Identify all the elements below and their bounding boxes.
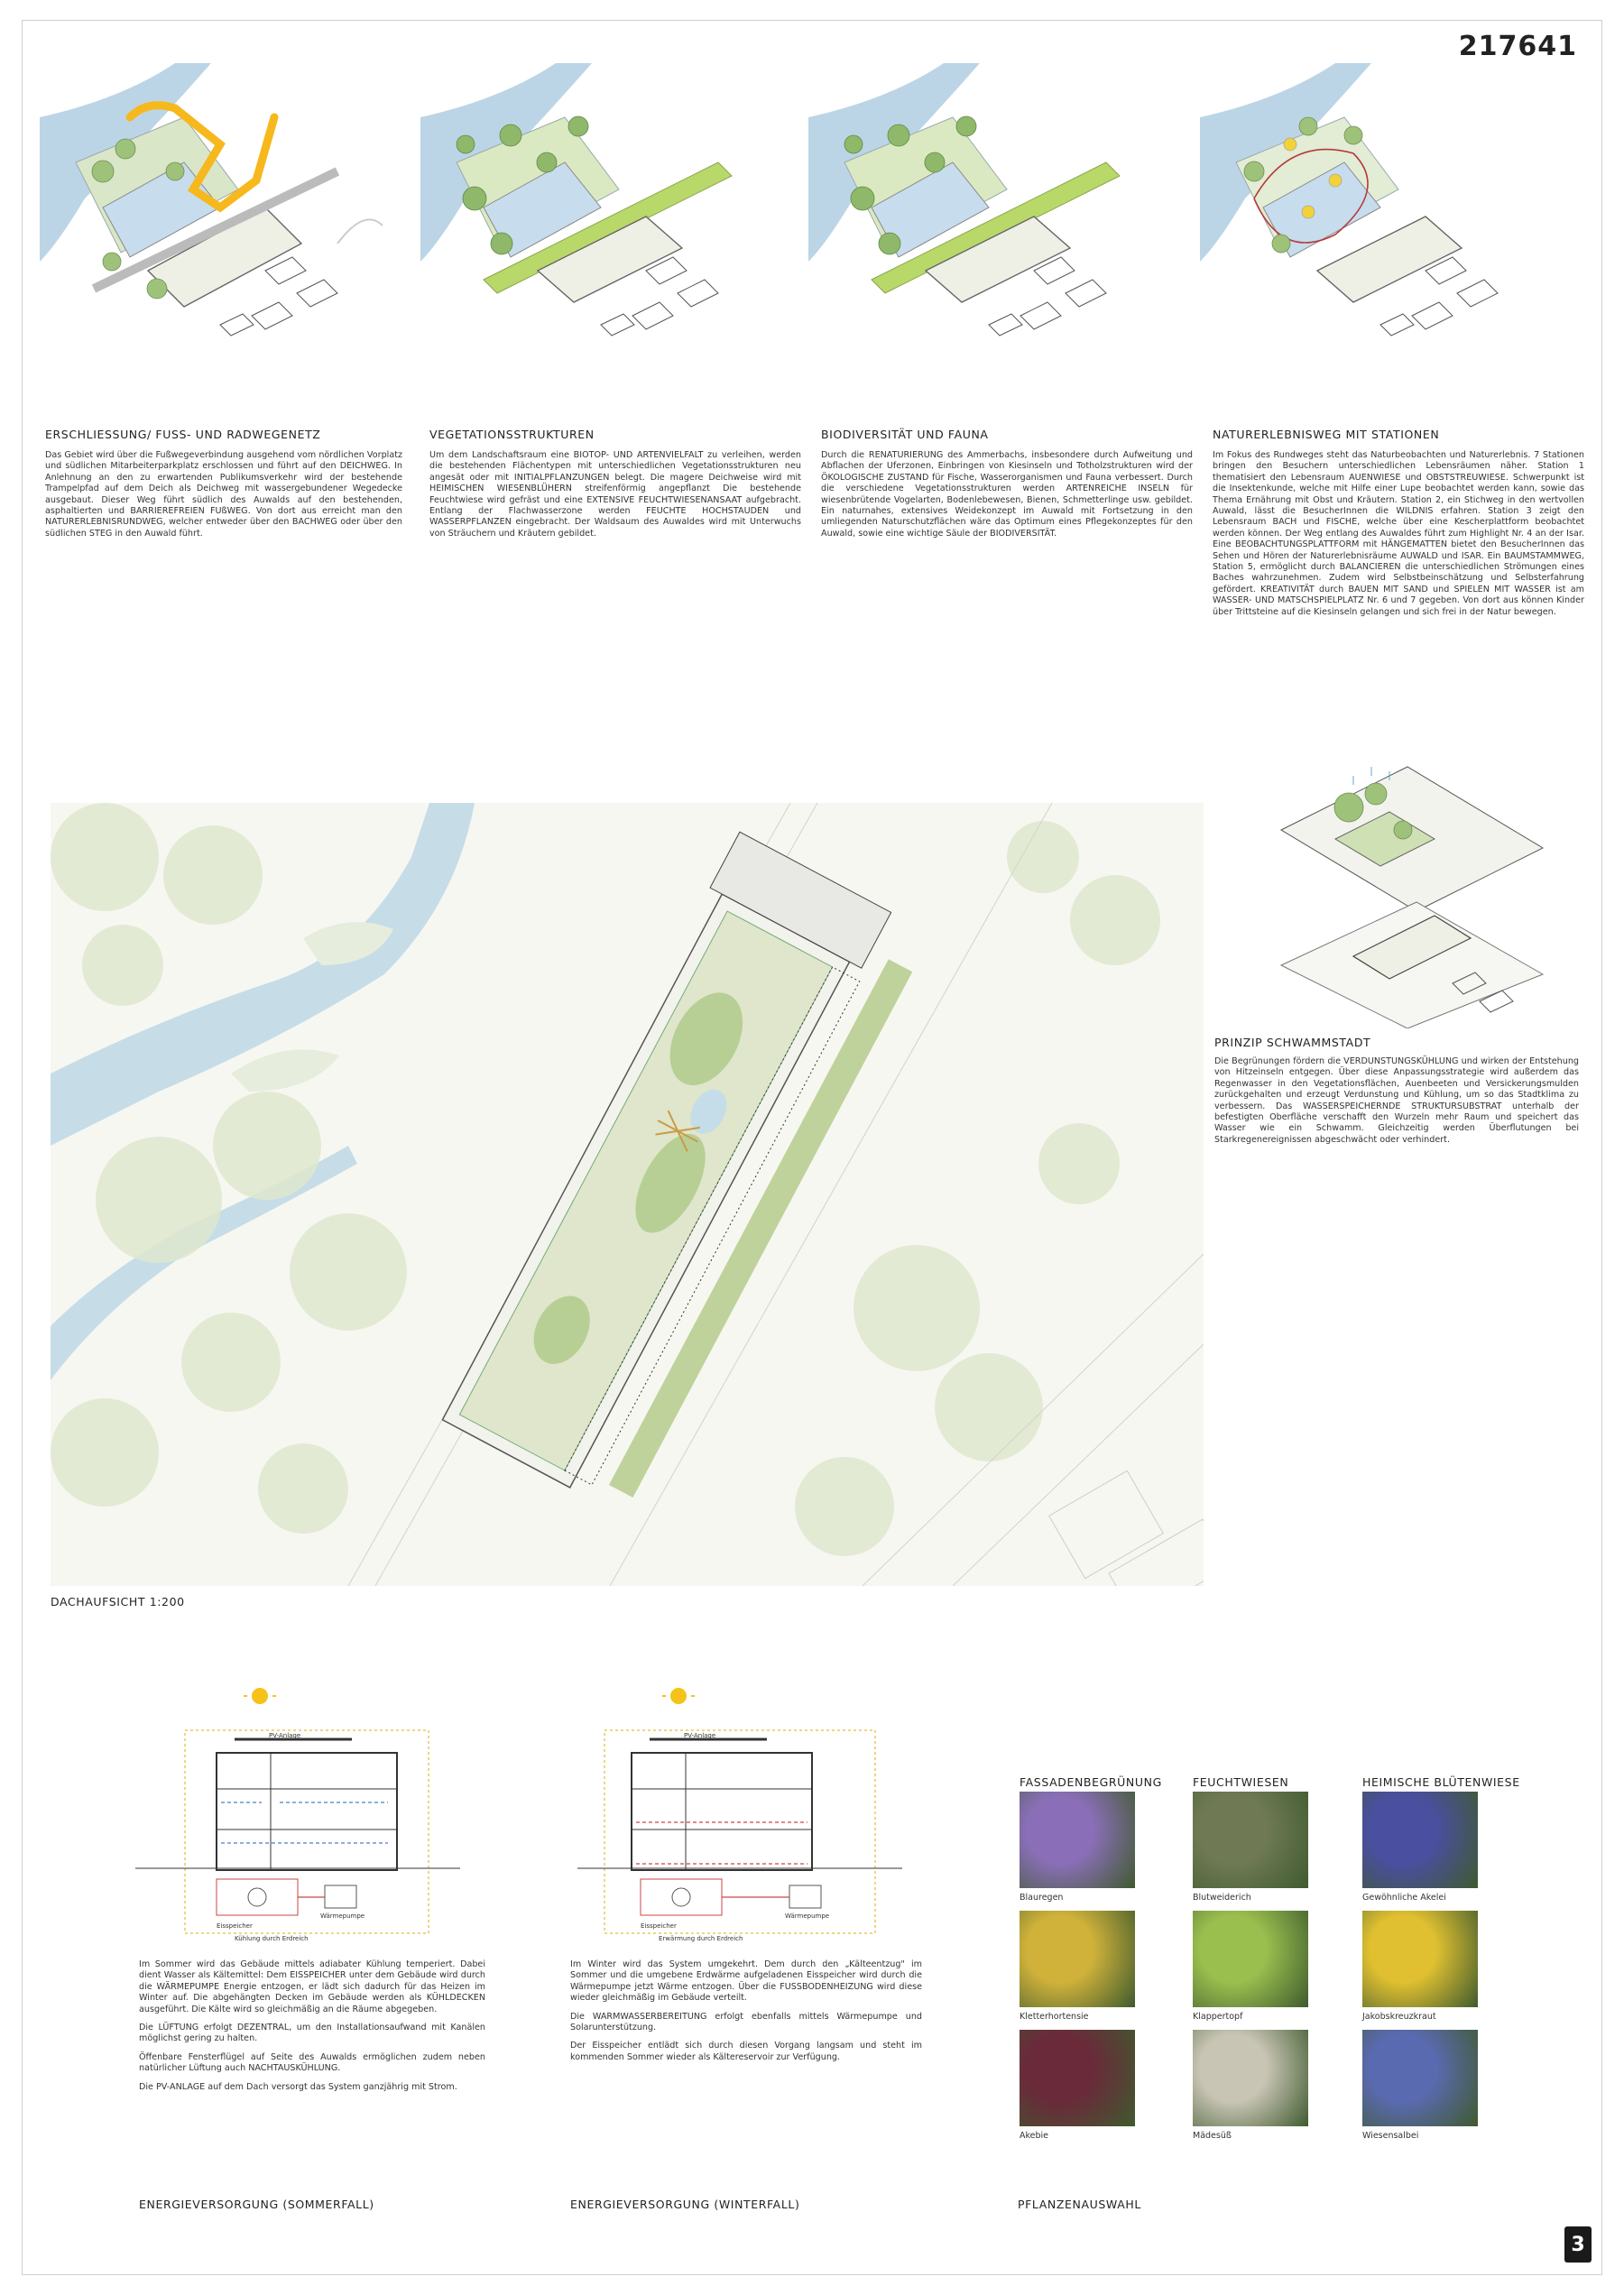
plant-photo — [1020, 2030, 1135, 2126]
section-text: Das Gebiet wird über die Fußwegeverbindung ausgehend vom nördlichen Vorplatz und südlichen Mitarbeiterparkplatz erschlossen und führt auf den DEICHWEG. In Anlehnung an den zu erwartenden Publikumsverkehr wird der bestehende Trampelpfad auf dem Deich als Deichweg mit wassergebundener Wegedecke ausgebaut. Dieser Weg führt südlich des Auwalds auf den bestehenden, asphaltierten und BARRIEREFREIEN FUßWEG. Von dort aus erreicht man den NATURERLEBNISRUNDWEG, welcher entweder über den BACHWEG oder über den südlichen STEG in den Auwald führt. — [45, 450, 402, 539]
plant-caption: Klappertopf — [1193, 2012, 1243, 2022]
plant-caption: Jakobskreuzkraut — [1362, 2012, 1436, 2022]
energy-winter-diagram — [577, 1685, 929, 2136]
energy-winter-title: ENERGIEVERSORGUNG (WINTERFALL) — [570, 2198, 800, 2211]
plants-title: PFLANZENAUSWAHL — [1018, 2198, 1141, 2211]
plant-caption: Akebie — [1020, 2131, 1049, 2141]
poster-id: 217641 — [1458, 31, 1577, 62]
sketch-erschliessung — [40, 63, 401, 424]
energy-paragraph: Im Winter wird das System umgekehrt. Dem durch den „Kälteentzug" im Sommer und die umgebene Erdwärme aufgeladenen Eisspeicher wird durch die Wärmepumpe jetzt Wärme entzogen. Über die FUSSBODENHEIZUNG wird diese wieder gleichmäßig im Gebäude verteilt. — [570, 1959, 922, 2004]
page-number: 3 — [1564, 2226, 1592, 2263]
plant-column-header: HEIMISCHE BLÜTENWIESE — [1362, 1775, 1520, 1789]
winter-section-drawing — [577, 1685, 929, 1947]
plan-title: DACHAUFSICHT 1:200 — [51, 1595, 185, 1608]
ground-label: Kühlung durch Erdreich — [235, 1935, 309, 1942]
energy-paragraph: Der Eisspeicher entlädt sich durch diesen Vorgang langsam und steht im kommenden Sommer wieder als Kältereservoir zur Verfügung. — [570, 2041, 922, 2062]
plant-photo — [1362, 1792, 1478, 1888]
section-title: ERSCHLIESSUNG/ FUSS- UND RADWEGENETZ — [45, 428, 321, 441]
storage-label: Eisspeicher — [641, 1922, 677, 1930]
section-text: Um dem Landschaftsraum eine BIOTOP- UND ARTENVIELFALT zu verleihen, werden die bestehenden Flächentypen mit unterschiedlichen Vegetationsstrukturen neu angesät oder mit INITIALPFLANZUNGEN belegt. Die magere Deichweise wird mit HEIMISCHEN WIESENBLÜHERN streifenförmig angepflanzt Die bestehende Feuchtwiese wird gefräst und eine EXTENSIVE FEUCHTWIESENANSAAT aufgebracht. Entlang der Flachwasserzone werden FEUCHTE HOCHSTAUDEN und WASSERPFLANZEN eingebracht. Der Waldsaum des Auwaldes wird mit Unterwuchs von Sträuchern und Kräutern gebildet. — [429, 450, 801, 539]
plant-caption: Blutweiderich — [1193, 1893, 1251, 1903]
section-title: VEGETATIONSSTRUKTUREN — [429, 428, 595, 441]
plant-photo — [1362, 1911, 1478, 2007]
summer-section-drawing — [135, 1685, 487, 1947]
section-title: NATURERLEBNISWEG MIT STATIONEN — [1213, 428, 1440, 441]
energy-summer-text — [139, 1959, 485, 2093]
section-title: PRINZIP SCHWAMMSTADT — [1214, 1036, 1371, 1049]
energy-winter-text — [570, 1959, 922, 2063]
plant-photo — [1193, 2030, 1308, 2126]
section-biodiversitaet — [821, 428, 1193, 539]
energy-paragraph: Im Sommer wird das Gebäude mittels adiabater Kühlung temperiert. Dabei dient Wasser als Kältemittel: Dem EISSPEICHER unter dem Gebäude wird durch die WÄRMEPUMPE Energie entzogen, er lädt sich dadurch für das Heizen im Winter auf. Die abgehängten Decken im Gebäude werden als KÜHLDECKEN ausgeführt. Die Kälte wird so gleichmäßig an die Räume abgegeben. — [139, 1959, 485, 2014]
energy-paragraph: Die PV-ANLAGE auf dem Dach versorgt das System ganzjährig mit Strom. — [139, 2081, 457, 2092]
plant-photo — [1362, 2030, 1478, 2126]
section-title: BIODIVERSITÄT UND FAUNA — [821, 428, 989, 441]
storage-label: Eisspeicher — [217, 1922, 253, 1930]
ground-label: Erwärmung durch Erdreich — [659, 1935, 743, 1942]
section-erschliessung — [45, 428, 402, 539]
plant-photo — [1193, 1792, 1308, 1888]
energy-paragraph: Die LÜFTUNG erfolgt DEZENTRAL, um den Installationsaufwand mit Kanälen möglichst gering zu halten. — [139, 2023, 485, 2044]
plant-column-header: FEUCHTWIESEN — [1193, 1775, 1289, 1789]
plant-photo — [1020, 1911, 1135, 2007]
plant-caption: Blauregen — [1020, 1893, 1064, 1903]
sketch-biodiversitaet — [808, 63, 1169, 424]
section-text: Durch die RENATURIERUNG des Ammerbachs, insbesondere durch Aufweitung und Abflachen der Uferzonen, Einbringen von Kiesinseln und Totholzstrukturen wird der ÖKOLOGISCHE ZUSTAND für Fische, Wasserorganismen und Fauna verbessert. Durch die verschiedene Vegetationsstrukturen werden ARTENREICHE INSELN für wiesenbrütende Vogelarten, Bodenlebewesen, Bienen, Schmetterlinge usw. gebildet. Ein naturnahes, extensives Weidekonzept im Auwald mit Fortsetzung in den umliegenden Naturschutzflächen wäre das Optimum eines Pflegekonzeptes für den Auwald, sowie eine wichtige Säule der BIODIVERSITÄT. — [821, 450, 1193, 539]
plant-caption: Wiesensalbei — [1362, 2131, 1419, 2141]
sketch-vegetation — [420, 63, 781, 424]
energy-summer-title: ENERGIEVERSORGUNG (SOMMERFALL) — [139, 2198, 374, 2211]
section-text: Die Begrünungen fördern die VERDUNSTUNGSKÜHLUNG und wirken der Entstehung von Hitzeinseln entgegen. Über diese Anpassungsstrategie wird außerdem das Regenwasser in den Vegetationsflächen, Auenbeeten und Versickerungsmulden zurückgehalten und erzeugt Verdunstung und Kühlung, um so das Stadtklima zu verbessern. Das WASSERSPEICHERNDE STRUKTURSUBSTRAT unterhalb der befestigten Oberfläche verschafft den Wurzeln mehr Raum und speichert das Wasser wie ein Schwamm. Gleichzeitig werden Überflutungen bei Starkregenereignissen abgeschwächt oder verhindert. — [1214, 1056, 1579, 1145]
section-schwamm — [1214, 1036, 1579, 1146]
section-naturerlebnisweg — [1213, 428, 1584, 618]
pv-label: PV-Anlage — [684, 1732, 716, 1739]
plant-column-header: FASSADENBEGRÜNUNG — [1020, 1775, 1162, 1789]
roof-plan — [51, 803, 1204, 1586]
energy-paragraph: Öffenbare Fensterflügel auf Seite des Auwalds ermöglichen zudem neben natürlicher Lüftung auch NACHTAUSKÜHLUNG. — [139, 2051, 485, 2074]
pv-label: PV-Anlage — [269, 1732, 301, 1739]
plant-caption: Kletterhortensie — [1020, 2012, 1089, 2022]
schwamm-diagram — [1263, 758, 1561, 1028]
energy-paragraph: Die WARMWASSERBEREITUNG erfolgt ebenfalls mittels Wärmepumpe und Solarunterstützung. — [570, 2011, 922, 2033]
section-vegetation — [429, 428, 801, 539]
plant-caption: Mädesüß — [1193, 2131, 1232, 2141]
pump-label: Wärmepumpe — [320, 1912, 365, 1920]
sketch-naturerlebnisweg — [1200, 63, 1561, 424]
plant-caption: Gewöhnliche Akelei — [1362, 1893, 1446, 1903]
section-text: Im Fokus des Rundweges steht das Naturbeobachten und Naturerlebnis. 7 Stationen bringen den Besuchern unterschiedlichen Lebensräumen näher. Station 1 thematisiert den Lebensraum AUENWIESE und OBSTSTREUWIESE. Schwerpunkt ist die Insektenkunde, welche mit Hilfe einer Lupe beobachtet werden kann, sowie das Thema Ernährung mit Obst und Kräutern. Station 2, ein Stichweg in den wertvollen Auwald, lässt die BesucherInnen die WILDNIS erfahren. Station 3 zeigt den Lebensraum BACH und FISCHE, welche über eine Kescherplattform beobachtet werden können. Der Weg entlang des Auwaldes führt zum Highlight Nr. 4 an der Isar. Eine BEOBACHTUNGSPLATTFORM mit HÄNGEMATTEN bietet den BesucherInnen das Sehen und Hören der Naturerlebnisräume AUWALD und ISAR. Ein BAUMSTAMMWEG, Station 5, ermöglicht durch BALANCIEREN die unterschiedlichen Strömungen eines Baches wahrzunehmen. Zudem wird Selbstbeinschätzung und Selbsterfahrung gefördert. KREATIVITÄT durch BAUEN MIT SAND und SPIELEN MIT WASSER ist am WASSER- UND MATSCHSPIELPLATZ Nr. 6 und 7 gegeben. Von dort aus können Kinder über Trittsteine auf die Kiesinseln gelangen und sich frei in der Natur bewegen. — [1213, 450, 1584, 617]
plant-photo — [1020, 1792, 1135, 1888]
pump-label: Wärmepumpe — [785, 1912, 830, 1920]
plant-photo — [1193, 1911, 1308, 2007]
